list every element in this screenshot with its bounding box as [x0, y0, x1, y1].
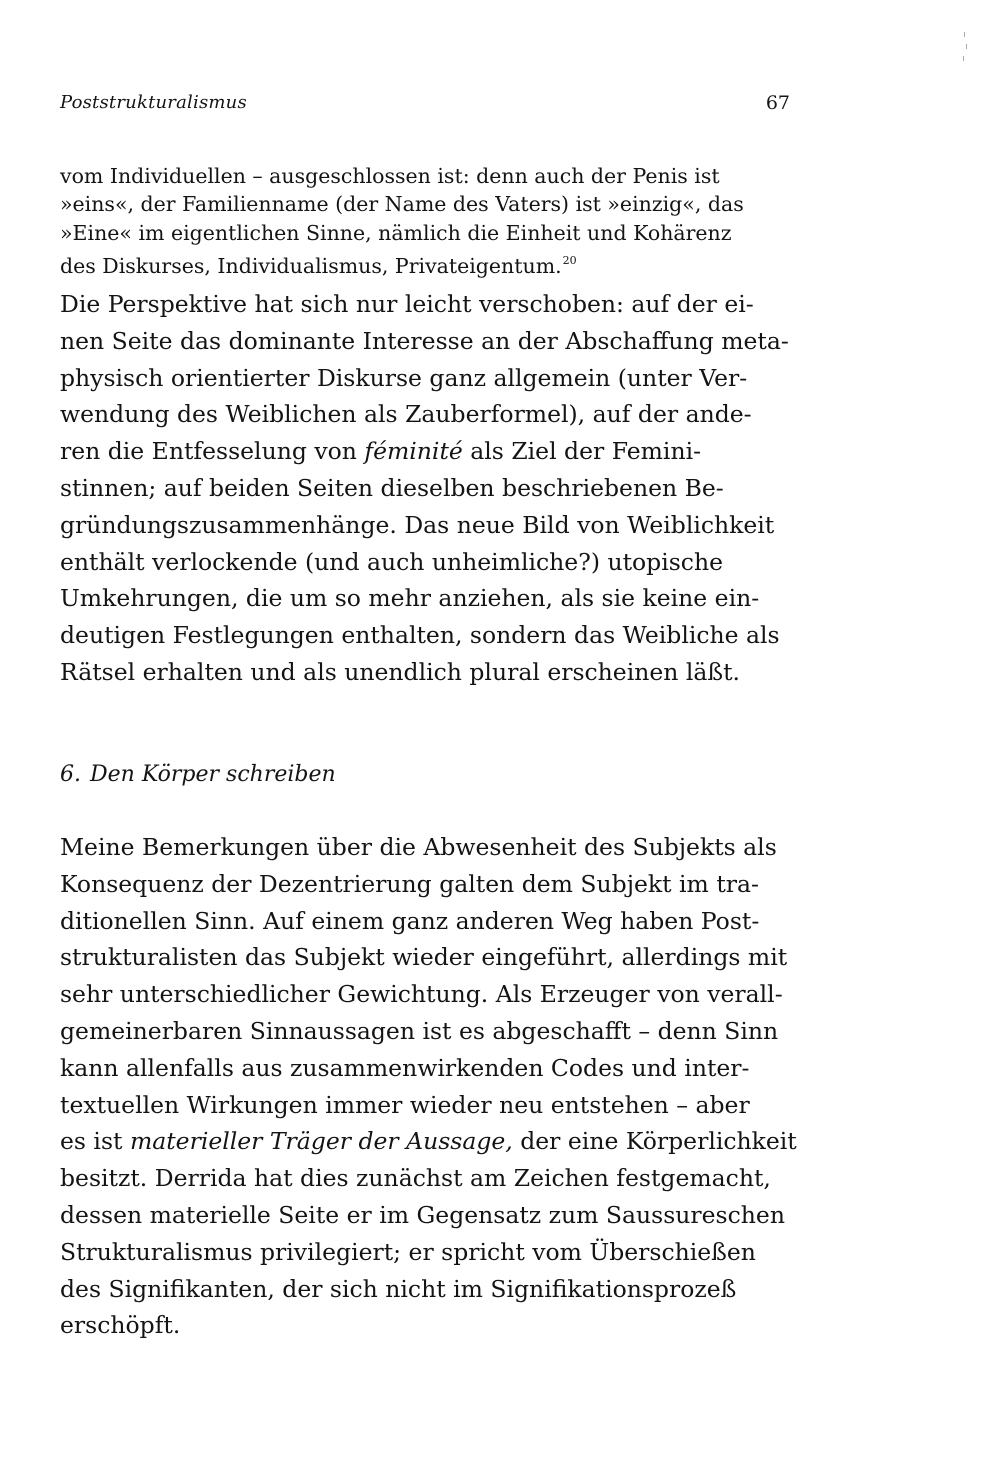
- text-segment: der eine Körperlichkeit: [512, 1127, 797, 1156]
- paragraph-perspektive: [60, 286, 790, 691]
- running-title: Poststrukturalismus: [60, 92, 247, 113]
- text-line: Strukturalismus privilegiert; er spricht vom Überschießen: [60, 1237, 756, 1266]
- text-line: enthält verlockende (und auch unheimliche?) utopische: [60, 547, 724, 576]
- text-line-with-footnote: [60, 247, 790, 280]
- emphasis-term: féminité: [364, 437, 463, 466]
- text-line: dessen materielle Seite er im Gegensatz zum Saussureschen: [60, 1200, 785, 1229]
- text-line: des Signifikanten, der sich nicht im Signifikationsprozeß: [60, 1274, 737, 1303]
- text-line: textuellen Wirkungen immer wieder neu entstehen – aber: [60, 1090, 750, 1119]
- text-line: nen Seite das dominante Interesse an der Abschaffung meta-: [60, 326, 789, 355]
- paragraph-bemerkungen: [60, 829, 797, 1344]
- page-number: 67: [765, 92, 790, 114]
- section-number: 6.: [60, 762, 81, 787]
- text-line: physisch orientierter Diskurse ganz allgemein (unter Ver-: [60, 363, 748, 392]
- text-line: »eins«, der Familienname (der Name des Vaters) ist »einzig«, das: [60, 192, 744, 217]
- emphasis-term: materieller Träger der Aussage,: [129, 1127, 513, 1156]
- paragraph-continuation: [60, 162, 790, 280]
- scan-specks: [958, 30, 978, 70]
- running-header: [60, 92, 790, 122]
- text-line: besitzt. Derrida hat dies zunächst am Zeichen festgemacht,: [60, 1164, 771, 1193]
- text-line: Konsequenz der Dezentrierung galten dem Subjekt im tra-: [60, 869, 759, 898]
- text-line: Umkehrungen, die um so mehr anziehen, als sie keine ein-: [60, 584, 760, 613]
- text-line: Rätsel erhalten und als unendlich plural erscheinen läßt.: [60, 657, 741, 686]
- text-line: deutigen Festlegungen enthalten, sondern das Weibliche als: [60, 621, 780, 650]
- text-segment: ren die Entfesselung von: [60, 437, 365, 466]
- text-line: stinnen; auf beiden Seiten dieselben beschriebenen Be-: [60, 473, 724, 502]
- text-line: sehr unterschiedlicher Gewichtung. Als Erzeuger von verall-: [60, 980, 783, 1009]
- text-line: ditionellen Sinn. Auf einem ganz anderen Weg haben Post-: [60, 906, 760, 935]
- text-segment: als Ziel der Femini-: [462, 437, 702, 466]
- text-line-with-emphasis: [60, 1123, 797, 1160]
- text-line: gemeinerbaren Sinnaussagen ist es abgeschafft – denn Sinn: [60, 1016, 779, 1045]
- text-line: gründungszusammenhänge. Das neue Bild von Weiblichkeit: [60, 510, 775, 539]
- section-title: Den Körper schreiben: [90, 762, 336, 787]
- section-heading: [60, 762, 336, 787]
- text-line-with-emphasis: [60, 433, 790, 470]
- text-line: des Diskurses, Individualismus, Privateigentum.: [60, 253, 562, 278]
- text-line: wendung des Weiblichen als Zauberformel), auf der ande-: [60, 400, 752, 429]
- text-line: strukturalisten das Subjekt wieder eingeführt, allerdings mit: [60, 943, 788, 972]
- text-line: Die Perspektive hat sich nur leicht verschoben: auf der ei-: [60, 290, 754, 318]
- text-line: vom Individuellen – ausgeschlossen ist: denn auch der Penis ist: [60, 164, 720, 188]
- text-line: »Eine« im eigentlichen Sinne, nämlich die Einheit und Kohärenz: [60, 220, 732, 245]
- text-segment: es ist: [60, 1127, 130, 1156]
- text-line: erschöpft.: [60, 1311, 181, 1340]
- text-line: Meine Bemerkungen über die Abwesenheit des Subjekts als: [60, 833, 777, 861]
- text-line: kann allenfalls aus zusammenwirkenden Codes und inter-: [60, 1053, 750, 1082]
- footnote-reference: 20: [562, 253, 577, 267]
